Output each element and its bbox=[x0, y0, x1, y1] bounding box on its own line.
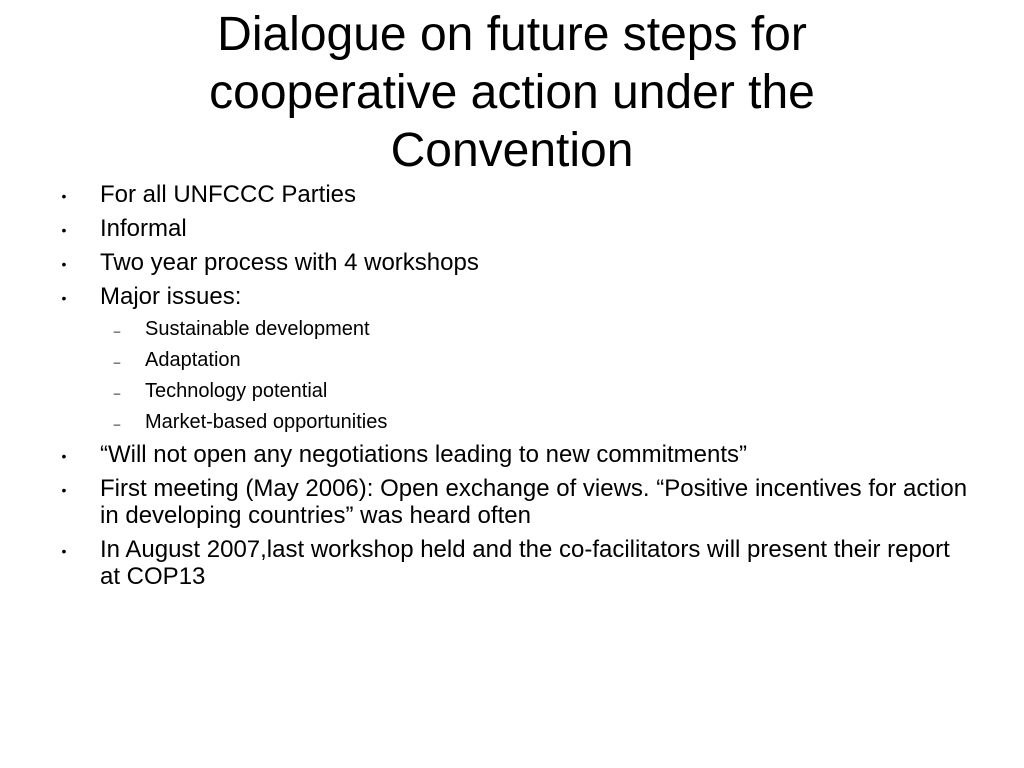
bullet-text: “Will not open any negotiations leading to new commitments” bbox=[100, 441, 747, 468]
bullet-item bbox=[0, 215, 1024, 242]
bullet-text: Informal bbox=[100, 215, 187, 242]
sub-bullet-text: Market-based opportunities bbox=[145, 411, 388, 433]
bullet-dot-icon: • bbox=[61, 256, 67, 272]
bullet-text: First meeting (May 2006): Open exchange of views. “Positive incentives for action in developing countries” was heard often bbox=[100, 475, 968, 529]
bullet-text: In August 2007,last workshop held and the co-facilitators will present their report at COP13 bbox=[100, 536, 950, 590]
sub-bullet-text: Adaptation bbox=[145, 349, 241, 371]
bullet-item bbox=[0, 181, 1024, 208]
sub-bullet-item bbox=[0, 317, 1024, 341]
sub-bullet-text: Technology potential bbox=[145, 380, 328, 402]
bullet-item bbox=[0, 249, 1024, 276]
title-line: cooperative action under the bbox=[209, 66, 815, 119]
dash-icon: – bbox=[113, 355, 121, 369]
bullet-dot-icon: • bbox=[61, 222, 67, 238]
bullet-dot-icon: • bbox=[61, 482, 67, 498]
bullet-item bbox=[0, 475, 1024, 529]
bullet-item bbox=[0, 283, 1024, 310]
sub-bullet-text: Sustainable development bbox=[145, 318, 370, 340]
dash-icon: – bbox=[113, 324, 121, 338]
bullet-dot-icon: • bbox=[61, 188, 67, 204]
bullet-dot-icon: • bbox=[61, 543, 67, 559]
title-line: Convention bbox=[390, 124, 634, 177]
bullet-list bbox=[0, 181, 1024, 597]
bullet-item bbox=[0, 536, 1024, 590]
sub-bullet-item bbox=[0, 348, 1024, 372]
slide-title bbox=[0, 6, 1024, 180]
title-line: Dialogue on future steps for bbox=[217, 8, 807, 61]
bullet-text: Major issues: bbox=[100, 283, 242, 310]
bullet-dot-icon: • bbox=[61, 448, 67, 464]
bullet-text: Two year process with 4 workshops bbox=[100, 249, 479, 276]
sub-bullet-item bbox=[0, 379, 1024, 403]
bullet-dot-icon: • bbox=[61, 290, 67, 306]
dash-icon: – bbox=[113, 386, 121, 400]
dash-icon: – bbox=[113, 417, 121, 431]
sub-bullet-item bbox=[0, 410, 1024, 434]
bullet-text: For all UNFCCC Parties bbox=[100, 181, 357, 208]
bullet-item bbox=[0, 441, 1024, 468]
